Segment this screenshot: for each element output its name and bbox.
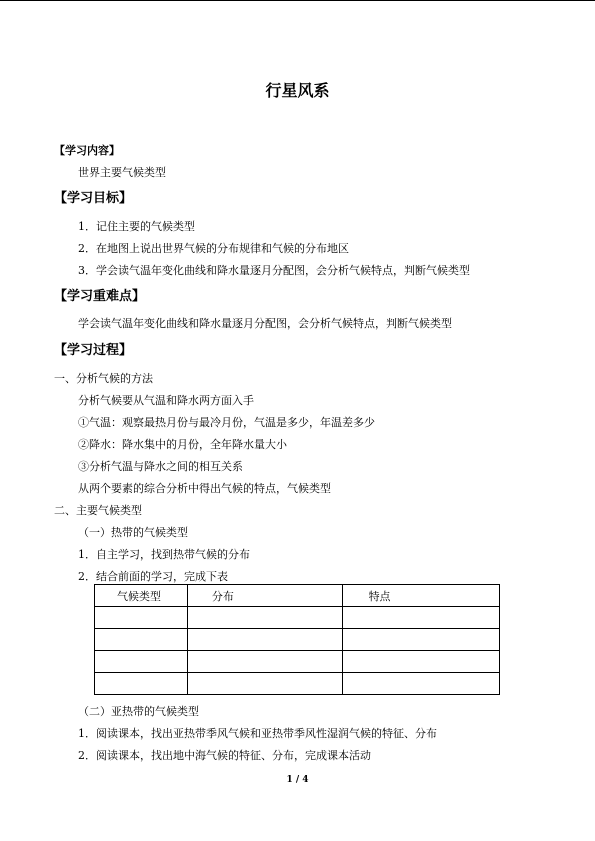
goal-item: 2．在地图上说出世界气候的分布规律和气候的分布地区 — [78, 242, 349, 255]
part1-title: 一、分析气候的方法 — [54, 372, 153, 385]
goals-heading: 【学习目标】 — [54, 191, 133, 206]
page-title: 行星风系 — [265, 81, 330, 100]
table-row — [95, 673, 500, 695]
page-number: 1 / 4 — [286, 775, 309, 785]
part2-title: 二、主要气候类型 — [54, 504, 142, 517]
table-cell[interactable] — [342, 607, 499, 629]
part1-line: 分析气候要从气温和降水两方面入手 — [78, 394, 254, 407]
sub1-item: 2．结合前面的学习，完成下表 — [78, 570, 228, 583]
goal-item: 3．学会读气温年变化曲线和降水量逐月分配图，会分析气候特点，判断气候类型 — [78, 264, 470, 277]
key-heading: 【学习重难点】 — [54, 289, 146, 304]
table-cell[interactable] — [187, 673, 342, 695]
top-border — [0, 0, 595, 1]
goal-item: 1．记住主要的气候类型 — [78, 220, 195, 233]
sub2-title: （二）亚热带的气候类型 — [78, 705, 199, 718]
table-cell[interactable] — [342, 651, 499, 673]
key-text: 学会读气温年变化曲线和降水量逐月分配图，会分析气候特点，判断气候类型 — [78, 317, 452, 330]
table-header-cell: 特点 — [342, 585, 499, 607]
sub2-item: 1．阅读课本，找出亚热带季风气候和亚热带季风性湿润气候的特征、分布 — [78, 727, 437, 740]
part1-line: 从两个要素的综合分析中得出气候的特点，气候类型 — [78, 482, 331, 495]
sub1-title: （一）热带的气候类型 — [78, 526, 188, 539]
table-cell[interactable] — [187, 651, 342, 673]
table-cell[interactable] — [95, 651, 188, 673]
sub2-item: 2．阅读课本，找出地中海气候的特征、分布，完成课本活动 — [78, 749, 371, 762]
table-header-cell: 气候类型 — [95, 585, 188, 607]
part1-line: ③分析气温与降水之间的相互关系 — [78, 460, 243, 473]
process-heading: 【学习过程】 — [54, 343, 133, 358]
table-cell[interactable] — [342, 629, 499, 651]
table-row — [95, 651, 500, 673]
table-cell[interactable] — [342, 673, 499, 695]
sub1-item: 1．自主学习，找到热带气候的分布 — [78, 548, 250, 561]
table-cell[interactable] — [95, 607, 188, 629]
content-heading: 【学习内容】 — [54, 144, 120, 157]
table-cell[interactable] — [187, 607, 342, 629]
table-header-row — [95, 585, 500, 607]
climate-table — [94, 584, 500, 695]
part1-line: ①气温：观察最热月份与最冷月份，气温是多少，年温差多少 — [78, 416, 375, 429]
table-cell[interactable] — [95, 629, 188, 651]
content-text: 世界主要气候类型 — [78, 166, 166, 179]
part1-line: ②降水：降水集中的月份，全年降水量大小 — [78, 438, 287, 451]
table-header-cell: 分布 — [187, 585, 342, 607]
table-cell[interactable] — [187, 629, 342, 651]
table-row — [95, 607, 500, 629]
table-cell[interactable] — [95, 673, 188, 695]
table-row — [95, 629, 500, 651]
